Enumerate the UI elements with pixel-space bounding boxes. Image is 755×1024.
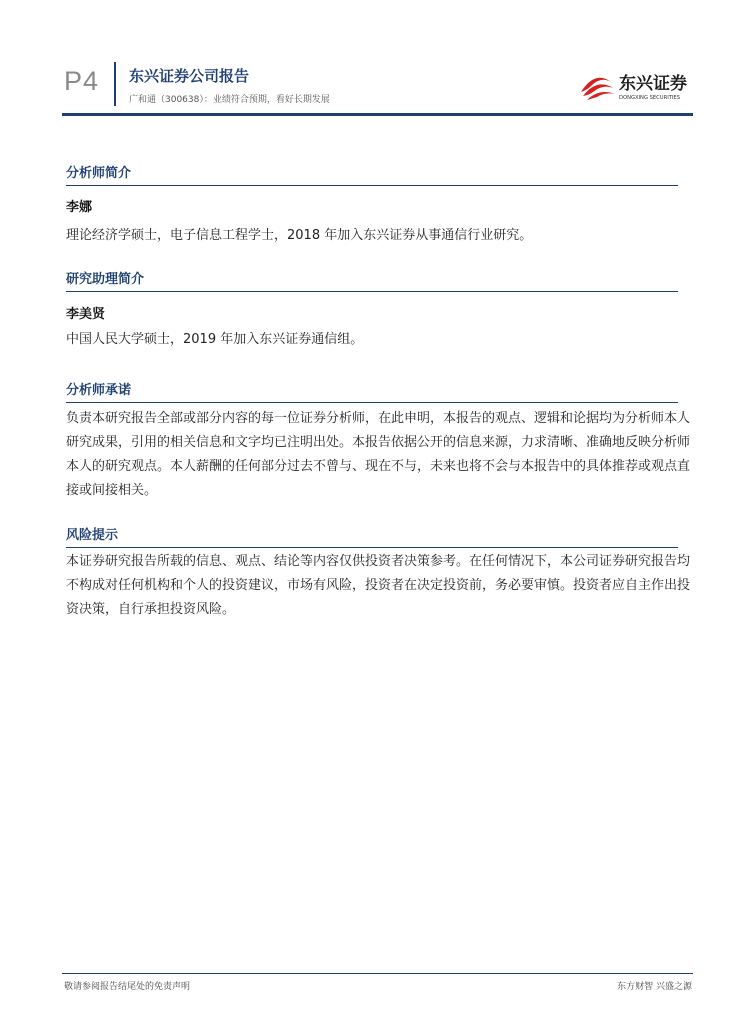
header-rule (62, 113, 693, 116)
svg-text:东兴证券: 东兴证券 (619, 74, 687, 94)
page-number: P4 (64, 66, 100, 96)
section-heading-assistant: 研究助理简介 (66, 268, 678, 292)
risk-text: 本证券研究报告所载的信息、观点、结论等内容仅供投资者决策参考。在任何情况下，本公司证券研究报告均不构成对任何机构和个人的投资建议，市场有风险，投资者在决定投资前，务必要审慎。投资者应自主作出投资决策，自行承担投资风险。 (66, 554, 691, 617)
footer-slogan: 东方财智 兴盛之源 (617, 982, 692, 992)
analyst-name: 李娜 (66, 200, 93, 215)
logo-mark-icon (577, 66, 697, 106)
section-heading-commitment: 分析师承诺 (66, 379, 678, 403)
svg-text:DONGXING SECURITIES: DONGXING SECURITIES (619, 95, 681, 101)
report-subtitle: 广和通（300638）：业绩符合预期，看好长期发展 (129, 95, 330, 105)
assistant-bio: 中国人民大学硕士，2019 年加入东兴证券通信组。 (66, 332, 364, 347)
footer-rule (62, 973, 693, 974)
company-logo (577, 66, 697, 106)
header-divider (114, 62, 116, 106)
footer-disclaimer-note: 敬请参阅报告结尾处的免责声明 (64, 982, 191, 992)
assistant-name: 李美贤 (66, 307, 106, 322)
report-series-title: 东兴证券公司报告 (129, 67, 250, 85)
section-heading-risk: 风险提示 (66, 524, 678, 548)
commitment-text: 负责本研究报告全部或部分内容的每一位证券分析师，在此申明，本报告的观点、逻辑和论据均为分析师本人研究成果，引用的相关信息和文字均已注明出处。本报告依据公开的信息来源，力求清晰、准确地反映分析师本人的研究观点。本人薪酬的任何部分过去不曾与、现在不与，未来也将不会与本报告中的具体推荐或观点直接或间接相关。 (66, 411, 691, 498)
analyst-bio: 理论经济学硕士，电子信息工程学士，2018 年加入东兴证券从事通信行业研究。 (66, 228, 533, 243)
section-heading-analyst: 分析师简介 (66, 162, 678, 186)
